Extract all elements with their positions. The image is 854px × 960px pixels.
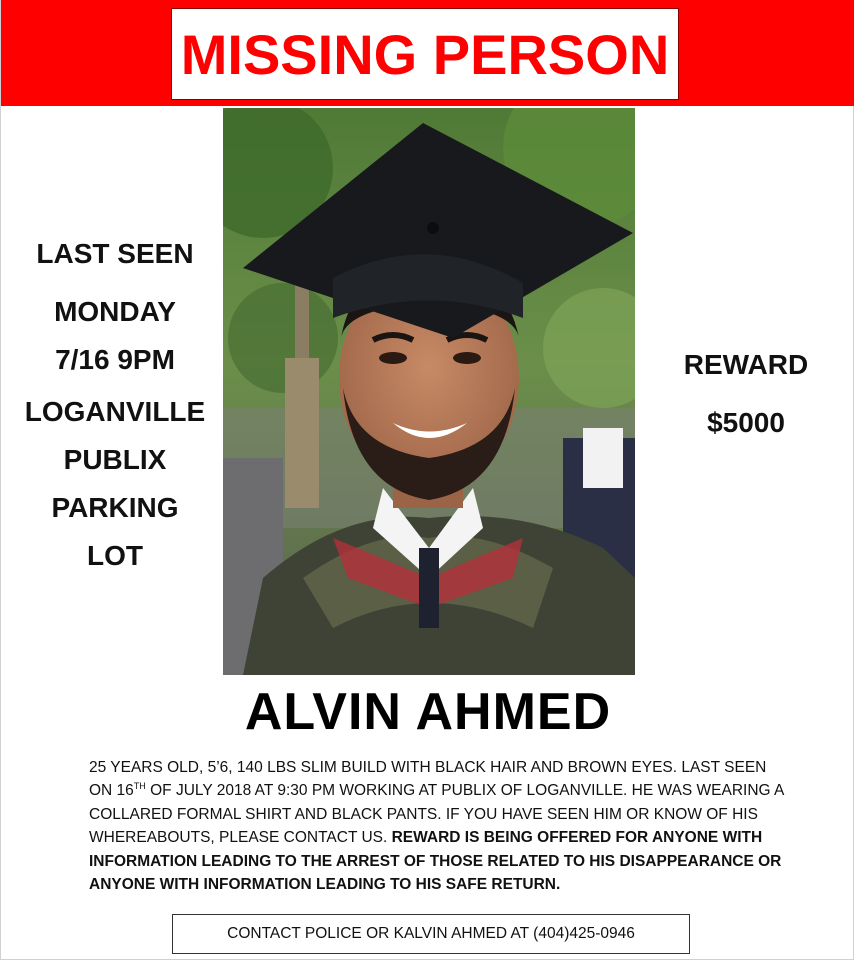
person-name: ALVIN AHMED — [244, 683, 612, 741]
last-seen-location-line: LOT — [87, 540, 143, 571]
header-band — [1, 0, 854, 106]
contact-box — [172, 914, 690, 954]
last-seen-location-line: PARKING — [51, 492, 179, 523]
contact-text: CONTACT POLICE OR KALVIN AHMED AT (404)425-0946 — [227, 925, 635, 942]
person-description — [89, 756, 789, 896]
reward-panel — [661, 336, 831, 452]
poster-title: MISSING PERSON — [180, 22, 670, 86]
graduate-photo-icon — [223, 108, 635, 675]
last-seen-label: LAST SEEN — [36, 238, 194, 269]
reward-label: REWARD — [683, 349, 809, 380]
reward-amount: $5000 — [707, 407, 785, 438]
person-photo — [223, 108, 635, 675]
last-seen-day: MONDAY — [54, 296, 176, 327]
description-text-1: 25 YEARS OLD, 5’6, 140 LBS SLIM BUILD WITH BLACK HAIR AND BROWN EYES. LAST SEEN ON 16 — [89, 759, 767, 800]
last-seen-location-line: PUBLIX — [63, 444, 167, 475]
description-reward-text: REWARD IS BEING OFFERED FOR ANYONE WITH INFORMATION LEADING TO THE ARREST OF THOSE RELATED TO HIS DISAPPEARANCE OR ANYONE WITH INFORMATION LEADING TO HIS SAFE RETURN. — [89, 829, 782, 894]
description-text-2: OF JULY 2018 AT 9:30 PM WORKING AT PUBLIX OF LOGANVILLE. HE WAS WEARING A COLLARED FORMAL SHIRT AND BLACK PANTS. IF YOU HAVE SEEN HIM OR KNOW OF HIS WHEREABOUTS, PLEASE CONTACT US. — [89, 782, 784, 847]
last-seen-datetime: 7/16 9PM — [55, 344, 175, 375]
description-ordinal: TH — [133, 781, 146, 792]
last-seen-location-line: LOGANVILLE — [24, 396, 206, 427]
last-seen-panel — [15, 230, 215, 580]
title-box — [171, 8, 679, 100]
